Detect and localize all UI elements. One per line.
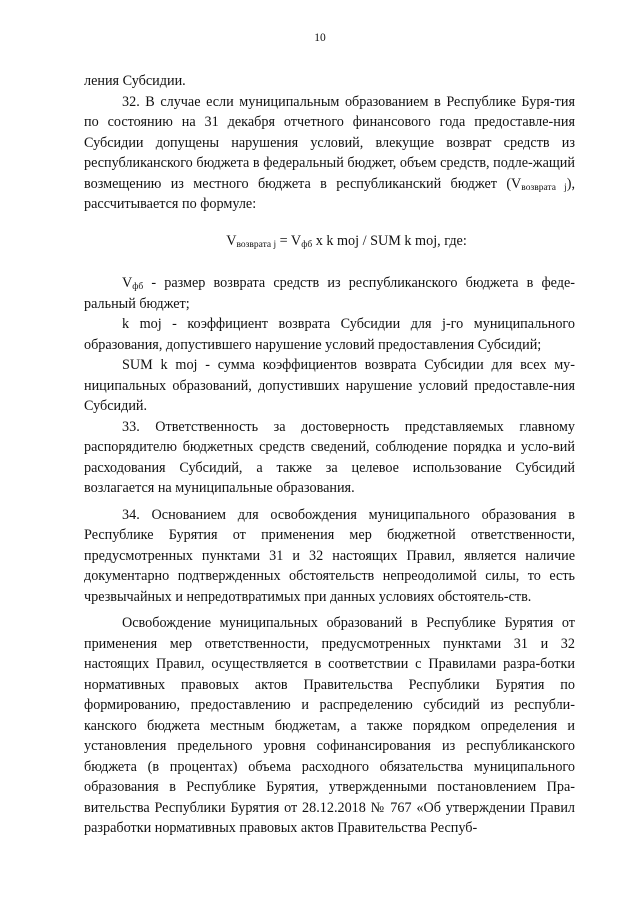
- formula: [84, 231, 575, 252]
- paragraph-continuation: ления Субсидии.: [84, 73, 186, 89]
- definition-kmoj: k moj - коэффициент возврата Субсидии для j-го муниципального образования, допустившего нарушение условий предоставления Субсидий;: [84, 316, 575, 353]
- definition-sum-kmoj: SUM k moj - сумма коэффициентов возврата Субсидии для всех му-ниципальных образований, допустивших нарушение условий предоставле-ния Субсидий.: [84, 357, 575, 414]
- formula-v: V: [226, 232, 237, 249]
- paragraph-32: [84, 92, 575, 215]
- definition-vfb: [84, 273, 575, 314]
- paragraph-33: 33. Ответственность за достоверность представляемых главному распорядителю бюджетных средств сведений, соблюдение порядка и усло-вий расходования Субсидий, а также за целевое использование Субсидий возлагается на муниципальные образования.: [84, 418, 575, 496]
- definition-vfb-subscript: фб: [132, 282, 144, 292]
- subscript-vozvrata: возврата j: [521, 182, 567, 193]
- page-number: 10: [314, 32, 326, 44]
- document-body: [84, 71, 575, 839]
- paragraph-exemption: Освобождение муниципальных образований в Республике Бурятия от применения мер ответственности, предусмотренных пунктами 31 и 32 настоящих Правил, осуществляется в соответствии с Правилами разра-ботки нормативных правовых актов Правительства Республики Бурятия по формированию, предоставлению и распределению субсидий из республи-канского бюджета местным бюджетам, а также порядком определения и установления предельного уровня софинансирования из республиканского бюджета (в процентах) объема расходного обязательства муниципального образования в Республике Бурятия, утвержденными постановлением Пра-вительства Республики Бурятия от 28.12.2018 № 767 «Об утверждении Правил разработки нормативных правовых актов Правительства Респуб-: [84, 615, 575, 836]
- formula-subscript-2: фб: [301, 239, 313, 250]
- formula-subscript-1: возврата j: [236, 239, 277, 250]
- paragraph-32-text: 32. В случае если муниципальным образованием в Республике Буря-тия по состоянию на 31 декабря отчетного финансового года предоставле-ния Субсидии допущены нарушения условий, влекущие возврат средств из республиканского бюджета в федеральный бюджет, объем средств, подле-жащий возмещению из местного бюджета в республиканский бюджет (V: [84, 93, 575, 192]
- formula-eq: = V: [276, 232, 302, 249]
- paragraph-32-tail: ), рассчитывается по формуле:: [84, 175, 575, 212]
- paragraph-34: 34. Основанием для освобождения муниципального образования в Республике Бурятия от применения мер бюджетной ответственности, предусмотренных пунктами 31 и 32 настоящих Правил, является наличие документарно подтвержденных обстоятельств непреодолимой силы, то есть чрезвычайных и непредотвратимых при данных условиях обстоятель-ств.: [84, 506, 575, 605]
- definition-vfb-v: V: [122, 275, 133, 291]
- formula-rest: x k moj / SUM k moj, где:: [312, 232, 467, 249]
- definition-vfb-text: - размер возврата средств из республиканского бюджета в феде-ральный бюджет;: [84, 275, 575, 312]
